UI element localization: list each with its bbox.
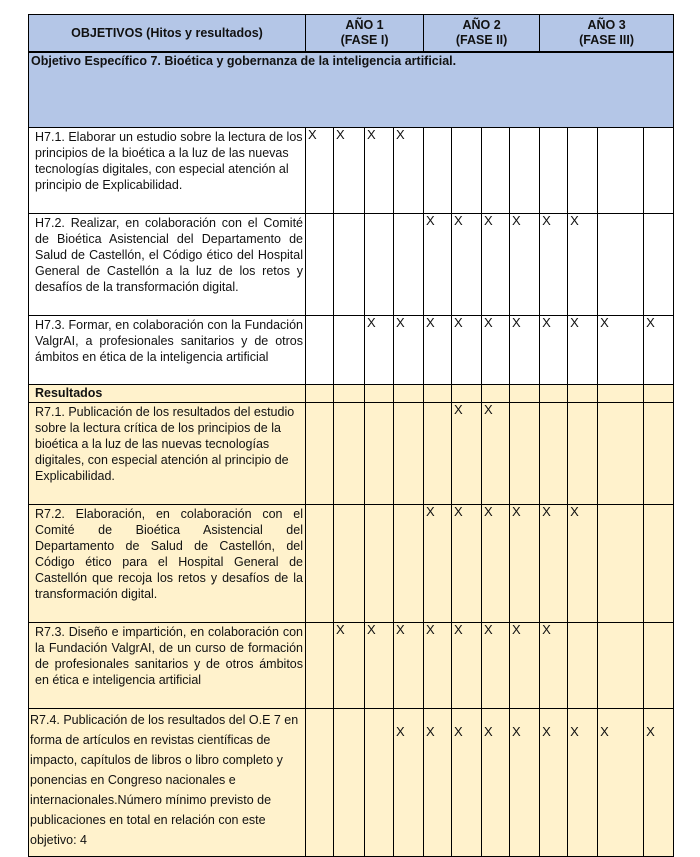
objectives-schedule-table [28, 14, 674, 857]
empty-cell [482, 385, 510, 403]
schedule-mark-cell: X [452, 505, 482, 623]
year1-header: AÑO 1 (FASE I) [306, 15, 424, 53]
hito-row [29, 316, 674, 385]
schedule-mark-cell: X [482, 316, 510, 385]
year3-header: AÑO 3 (FASE III) [540, 15, 674, 53]
schedule-mark-cell: X [644, 709, 674, 857]
schedule-mark-cell [568, 403, 598, 505]
schedule-mark-cell: X [452, 214, 482, 316]
schedule-mark-cell: X [568, 316, 598, 385]
schedule-mark-cell: X [510, 709, 540, 857]
schedule-mark-cell: X [424, 623, 452, 709]
schedule-mark-cell: X [394, 709, 424, 857]
schedule-mark-cell: X [540, 505, 568, 623]
result-row [29, 623, 674, 709]
schedule-mark-cell [365, 214, 394, 316]
schedule-mark-cell [568, 623, 598, 709]
schedule-mark-cell: X [510, 214, 540, 316]
schedule-mark-cell [598, 505, 644, 623]
result-row [29, 505, 674, 623]
schedule-mark-cell [334, 316, 365, 385]
schedule-mark-cell: X [644, 316, 674, 385]
schedule-mark-cell: X [482, 709, 510, 857]
objective-title: Objetivo Específico 7. Bioética y gobernanza de la inteligencia artificial. [29, 52, 674, 128]
schedule-mark-cell [394, 214, 424, 316]
year2-header: AÑO 2 (FASE II) [424, 15, 540, 53]
schedule-mark-cell [598, 214, 644, 316]
schedule-mark-cell [540, 128, 568, 214]
result-row-text: R7.1. Publicación de los resultados del estudio sobre la lectura crítica de los principios de la bioética a la luz de las nuevas tecnologías digitales, con especial atención al principio de Explicabilidad. [29, 403, 306, 505]
schedule-mark-cell: X [365, 316, 394, 385]
empty-cell [598, 385, 644, 403]
schedule-mark-cell [510, 128, 540, 214]
hito-row [29, 214, 674, 316]
result-row-text: R7.4. Publicación de los resultados del O.E 7 en forma de artículos en revistas científicas de impacto, capítulos de libros o libro completo y ponencias en Congreso nacionales e internacionales.Número mínimo previsto de publicaciones en total en relación con este objetivo: 4 [29, 709, 306, 857]
schedule-mark-cell: X [365, 623, 394, 709]
schedule-mark-cell [334, 709, 365, 857]
schedule-mark-cell: X [568, 214, 598, 316]
schedule-mark-cell [306, 709, 334, 857]
schedule-mark-cell [424, 128, 452, 214]
schedule-mark-cell [306, 623, 334, 709]
hito-row-text: H7.1. Elaborar un estudio sobre la lectura de los principios de la bioética a la luz de las nuevas tecnologías digitales, con especial atención al principio de Explicabilidad. [29, 128, 306, 214]
schedule-mark-cell [334, 505, 365, 623]
schedule-mark-cell [482, 128, 510, 214]
schedule-mark-cell: X [568, 505, 598, 623]
schedule-mark-cell: X [452, 623, 482, 709]
schedule-mark-cell [394, 403, 424, 505]
objective-row [29, 52, 674, 128]
objectives-header: OBJETIVOS (Hitos y resultados) [29, 15, 306, 53]
schedule-mark-cell: X [452, 709, 482, 857]
schedule-mark-cell: X [482, 505, 510, 623]
schedule-mark-cell: X [452, 316, 482, 385]
schedule-mark-cell: X [510, 505, 540, 623]
empty-cell [365, 385, 394, 403]
schedule-mark-cell: X [424, 505, 452, 623]
schedule-mark-cell: X [598, 316, 644, 385]
schedule-mark-cell [644, 403, 674, 505]
schedule-mark-cell [644, 505, 674, 623]
schedule-mark-cell [306, 505, 334, 623]
schedule-mark-cell: X [452, 403, 482, 505]
schedule-mark-cell: X [394, 128, 424, 214]
schedule-mark-cell: X [568, 709, 598, 857]
schedule-mark-cell: X [510, 316, 540, 385]
schedule-mark-cell [540, 403, 568, 505]
schedule-mark-cell: X [306, 128, 334, 214]
empty-cell [540, 385, 568, 403]
schedule-mark-cell [644, 128, 674, 214]
schedule-mark-cell: X [334, 128, 365, 214]
schedule-mark-cell [306, 214, 334, 316]
hito-row [29, 128, 674, 214]
result-row [29, 709, 674, 857]
schedule-mark-cell [365, 505, 394, 623]
header-row [29, 15, 674, 53]
empty-cell [510, 385, 540, 403]
empty-cell [424, 385, 452, 403]
schedule-mark-cell: X [394, 623, 424, 709]
schedule-mark-cell [365, 403, 394, 505]
schedule-mark-cell [306, 316, 334, 385]
schedule-mark-cell [424, 403, 452, 505]
schedule-mark-cell: X [334, 623, 365, 709]
schedule-mark-cell: X [424, 214, 452, 316]
schedule-mark-cell [334, 403, 365, 505]
schedule-mark-cell [306, 403, 334, 505]
empty-cell [568, 385, 598, 403]
schedule-mark-cell: X [482, 214, 510, 316]
schedule-mark-cell: X [394, 316, 424, 385]
schedule-mark-cell: X [540, 214, 568, 316]
hito-row-text: H7.2. Realizar, en colaboración con el Comité de Bioética Asistencial del Departamento de Salud de Castellón, el Código ético del Hospital General de Castellón a la luz de los retos y desafíos de la transformación digital. [29, 214, 306, 316]
schedule-mark-cell [598, 403, 644, 505]
result-row [29, 403, 674, 505]
schedule-mark-cell: X [598, 709, 644, 857]
schedule-mark-cell [394, 505, 424, 623]
schedule-mark-cell [644, 623, 674, 709]
hito-row-text: H7.3. Formar, en colaboración con la Fundación ValgrAI, a profesionales sanitarios y de otros ámbitos en ética de la inteligencia artificial [29, 316, 306, 385]
empty-cell [394, 385, 424, 403]
schedule-mark-cell: X [540, 623, 568, 709]
empty-cell [334, 385, 365, 403]
schedule-mark-cell [598, 128, 644, 214]
result-row-text: R7.3. Diseño e impartición, en colaboración con la Fundación ValgrAI, de un curso de formación de profesionales sanitarios y de otros ámbitos en ética e inteligencia artificial [29, 623, 306, 709]
schedule-mark-cell [510, 403, 540, 505]
schedule-mark-cell: X [482, 403, 510, 505]
empty-cell [306, 385, 334, 403]
schedule-mark-cell [644, 214, 674, 316]
empty-cell [644, 385, 674, 403]
schedule-mark-cell [568, 128, 598, 214]
schedule-mark-cell: X [365, 128, 394, 214]
results-header-row [29, 385, 674, 403]
schedule-mark-cell: X [424, 316, 452, 385]
result-row-text: R7.2. Elaboración, en colaboración con el Comité de Bioética Asistencial del Departamento de Salud de Castellón, del Código ético para el Hospital General de Castellón que recoja los retos y desafíos de la transformación digital. [29, 505, 306, 623]
results-label: Resultados [29, 385, 306, 403]
schedule-mark-cell [598, 623, 644, 709]
schedule-mark-cell: X [510, 623, 540, 709]
empty-cell [452, 385, 482, 403]
schedule-mark-cell: X [482, 623, 510, 709]
schedule-mark-cell: X [540, 316, 568, 385]
schedule-mark-cell [334, 214, 365, 316]
schedule-mark-cell: X [540, 709, 568, 857]
schedule-mark-cell: X [424, 709, 452, 857]
schedule-mark-cell [365, 709, 394, 857]
schedule-mark-cell [452, 128, 482, 214]
